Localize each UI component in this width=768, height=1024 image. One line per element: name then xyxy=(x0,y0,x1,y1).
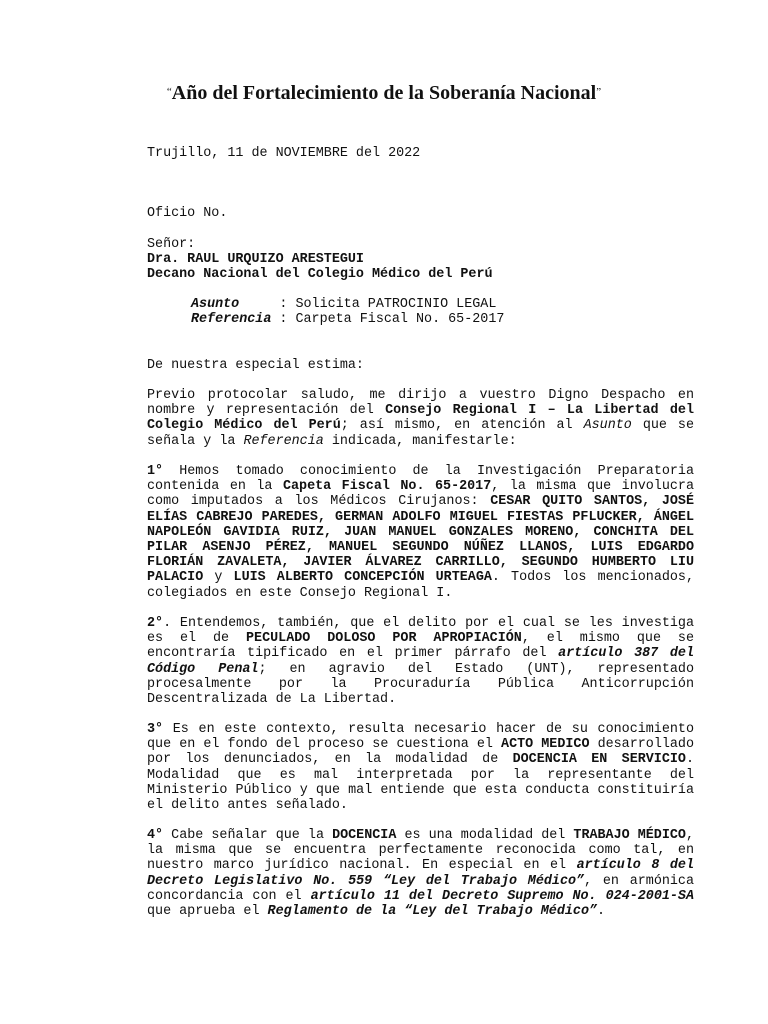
oficio-number: Oficio No. xyxy=(147,206,228,221)
p4-supreme-decree: artículo 11 del Decreto Supremo No. 024-2001-SA xyxy=(310,888,695,904)
paragraph-2 xyxy=(147,616,694,707)
p4-docencia: DOCENCIA xyxy=(332,828,397,843)
p4-regulation: Reglamento de la “Ley del Trabajo Médico” xyxy=(267,904,598,920)
intro-paragraph xyxy=(147,388,694,449)
p3-text-3: . Modalidad que es mal interpretada por la representante del Ministerio Público y que mal entiende que esta conducta constituiría el delito antes señalado. xyxy=(147,752,694,814)
recipient-salutation: Señor: xyxy=(147,237,196,252)
title-open-quote: “ xyxy=(166,86,172,98)
p4-text-6: . xyxy=(597,904,606,920)
p1-last-accused: LUIS ALBERTO CONCEPCIÓN URTEAGA xyxy=(233,570,492,586)
p1-case-number: Capeta Fiscal No. 65-2017 xyxy=(282,479,492,495)
asunto-separator: : xyxy=(239,297,296,312)
paragraph-3-number: 3° xyxy=(147,722,164,737)
title-text: Año del Fortalecimiento de la Soberanía Nacional xyxy=(171,82,597,104)
p4-text-3: , la misma que se encuentra perfectamente reconocida como tal, en nuestro marco jurídico nacional. En especial en el xyxy=(147,828,695,874)
paragraph-4-number: 4° xyxy=(147,828,164,843)
p4-text-4: , en armónica concordancia con el xyxy=(147,873,694,904)
p4-legislative-decree: artículo 8 del Decreto Legislativo No. 559 “Ley del Trabajo Médico” xyxy=(147,858,694,889)
paragraph-4 xyxy=(147,828,694,919)
p4-trabajo-medico: TRABAJO MÉDICO xyxy=(573,828,686,843)
p1-text-2: , la misma que involucra como imputados a los Médicos Cirujanos: xyxy=(147,479,694,510)
asunto-row xyxy=(191,297,691,312)
p1-text-1: Hemos tomado conocimiento de la Investigación Preparatoria contenida en la xyxy=(147,464,694,495)
intro-council-name: Consejo Regional I – La Libertad del Colegio Médico del Perú xyxy=(147,403,695,434)
intro-text-2: ; así mismo, en atención al xyxy=(340,418,584,434)
referencia-label: Referencia xyxy=(191,312,272,328)
intro-referencia-ref: Referencia xyxy=(243,433,324,449)
date-line: Trujillo, 11 de NOVIEMBRE del 2022 xyxy=(147,146,421,161)
greeting: De nuestra especial estima: xyxy=(147,358,364,373)
paragraph-2-number: 2° xyxy=(147,616,164,631)
referencia-value: Carpeta Fiscal No. 65-2017 xyxy=(295,312,505,328)
p1-accused-list: CESAR QUITO SANTOS, JOSÉ ELÍAS CABREJO PAREDES, GERMAN ADOLFO MIGUEL FIESTAS PFLUCKER, ÁNGEL NAPOLEÓN GAVIDIA RUIZ, JUAN MANUEL GONZALES MORENO, CONCHITA DEL PILAR ASENJO PÉREZ, MANUEL SEGUNDO NÚÑEZ LLANOS, LUIS EDGARDO FLORIÁN ZAVALETA, JAVIER ÁLVAREZ CARRILLO, SEGUNDO HUMBERTO LIU PALACIO xyxy=(147,494,694,586)
recipient-position: Decano Nacional del Colegio Médico del Perú xyxy=(147,267,493,283)
asunto-label: Asunto xyxy=(191,297,240,312)
p4-text-5: que aprueba el xyxy=(147,904,268,920)
intro-asunto-ref: Asunto xyxy=(583,418,632,434)
p4-text-1: Cabe señalar que la xyxy=(163,828,333,843)
intro-text-4: indicada, manifestarle: xyxy=(323,433,517,449)
paragraph-1 xyxy=(147,464,694,601)
p2-text-3: ; en agravio del Estado (UNT), representado procesalmente por la Procuraduría Pública Anticorrupción Descentralizada de La Libertad. xyxy=(147,661,694,708)
p2-text-1: . Entendemos, también, que el delito por el cual se les investiga es el de xyxy=(147,616,694,647)
referencia-row xyxy=(191,312,691,327)
p2-penal-code-article: artículo 387 del Código Penal xyxy=(147,646,694,677)
p3-acto-medico: ACTO MEDICO xyxy=(501,737,590,753)
reference-block xyxy=(191,297,691,327)
recipient-block xyxy=(147,237,694,283)
paragraph-3 xyxy=(147,722,694,813)
p3-text-1: Es en este contexto, resulta necesario hacer de su conocimiento que en el fondo del proceso se cuestiona el xyxy=(147,722,694,753)
intro-text-3: que se señala y la xyxy=(147,418,695,449)
asunto-value: Solicita PATROCINIO LEGAL xyxy=(295,297,497,312)
p1-text-3: y xyxy=(203,570,234,586)
p2-text-2: , el mismo que se encontraría tipificado en el primer párrafo del xyxy=(147,631,695,662)
title-close-quote: ” xyxy=(596,86,602,98)
p3-docencia-servicio: DOCENCIA EN SERVICIO xyxy=(512,752,686,768)
p2-crime-name: PECULADO DOLOSO POR APROPIACIÓN xyxy=(246,631,522,647)
document-title xyxy=(0,80,768,105)
p4-text-2: es una modalidad del xyxy=(396,828,574,843)
p1-text-4: . Todos los mencionados, colegiados en este Consejo Regional I. xyxy=(147,570,694,601)
intro-text-1: Previo protocolar saludo, me dirijo a vuestro Digno Despacho en nombre y representación del xyxy=(147,388,694,419)
referencia-separator: : xyxy=(271,312,296,328)
p3-text-2: desarrollado por los denunciados, en la modalidad de xyxy=(147,737,694,768)
recipient-name: Dra. RAUL URQUIZO ARESTEGUI xyxy=(147,252,364,268)
paragraph-1-number: 1° xyxy=(147,464,164,479)
